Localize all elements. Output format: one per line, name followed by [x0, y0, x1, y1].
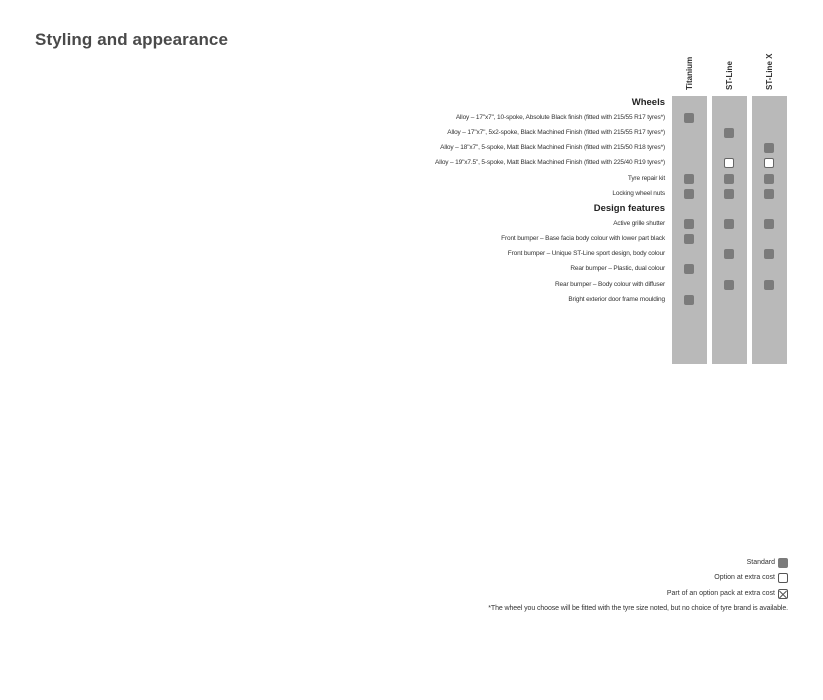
standard-square-icon	[684, 174, 694, 184]
legend-option-label: Option at extra cost	[714, 574, 775, 581]
row-label: Rear bumper – Plastic, dual colour	[570, 265, 665, 272]
column-header-label: ST-Line	[725, 61, 734, 90]
section-heading: Design features	[593, 203, 665, 214]
standard-square-icon	[724, 280, 734, 290]
standard-square-icon	[684, 113, 694, 123]
standard-square-icon	[764, 280, 774, 290]
standard-square-icon	[684, 189, 694, 199]
row-label: Front bumper – Base facia body colour with lower part black	[501, 235, 665, 242]
row-label: Alloy – 17"x7", 5x2-spoke, Black Machined Finish (fitted with 215/55 R17 tyres*)	[447, 129, 665, 136]
row-label: Bright exterior door frame moulding	[568, 296, 665, 303]
row-label: Tyre repair kit	[627, 175, 665, 182]
standard-square-icon	[764, 219, 774, 229]
row-label: Active grille shutter	[613, 220, 665, 227]
column-header-st-line-x	[765, 53, 779, 104]
section-heading: Wheels	[631, 97, 665, 108]
column-header-st-line	[725, 61, 739, 104]
standard-square-icon	[724, 249, 734, 259]
standard-square-icon	[724, 189, 734, 199]
column-header-label: ST-Line X	[765, 53, 774, 90]
footnote: *The wheel you choose will be fitted with the tyre size noted, but no choice of tyre brand is available.	[488, 605, 788, 612]
row-label: Alloy – 18"x7", 5-spoke, Matt Black Machined Finish (fitted with 215/50 R18 tyres*)	[440, 144, 665, 151]
legend-pack	[667, 588, 788, 600]
legend-option	[714, 572, 788, 584]
legend-standard-label: Standard	[746, 559, 775, 566]
standard-square-icon	[764, 143, 774, 153]
standard-square-icon	[684, 234, 694, 244]
standard-square-icon	[684, 219, 694, 229]
option-square-icon	[724, 158, 734, 168]
option-square-icon	[764, 158, 774, 168]
legend-standard	[747, 557, 788, 569]
standard-square-icon	[724, 219, 734, 229]
standard-square-icon	[724, 128, 734, 138]
row-label: Alloy – 19"x7.5", 5-spoke, Matt Black Machined Finish (fitted with 225/40 R19 tyres*)	[435, 159, 665, 166]
page-title: Styling and appearance	[35, 30, 229, 49]
column-header-label: Titanium	[685, 56, 694, 90]
legend-pack-label: Part of an option pack at extra cost	[666, 590, 775, 597]
standard-square-icon	[764, 189, 774, 199]
standard-square-icon	[684, 295, 694, 305]
row-label: Rear bumper – Body colour with diffuser	[554, 281, 665, 288]
standard-square-icon	[764, 249, 774, 259]
row-label: Locking wheel nuts	[612, 190, 665, 197]
standard-square-icon	[778, 558, 788, 568]
option-square-icon	[778, 573, 788, 583]
row-label: Alloy – 17"x7", 10-spoke, Absolute Black finish (fitted with 215/55 R17 tyres*)	[455, 114, 665, 121]
column-bg-titanium	[672, 96, 707, 364]
column-bg-st-line-x	[752, 96, 787, 364]
column-header-titanium	[685, 56, 699, 104]
crossed-square-icon	[778, 589, 788, 599]
row-label: Front bumper – Unique ST-Line sport design, body colour	[507, 250, 665, 257]
standard-square-icon	[764, 174, 774, 184]
standard-square-icon	[724, 174, 734, 184]
standard-square-icon	[684, 264, 694, 274]
